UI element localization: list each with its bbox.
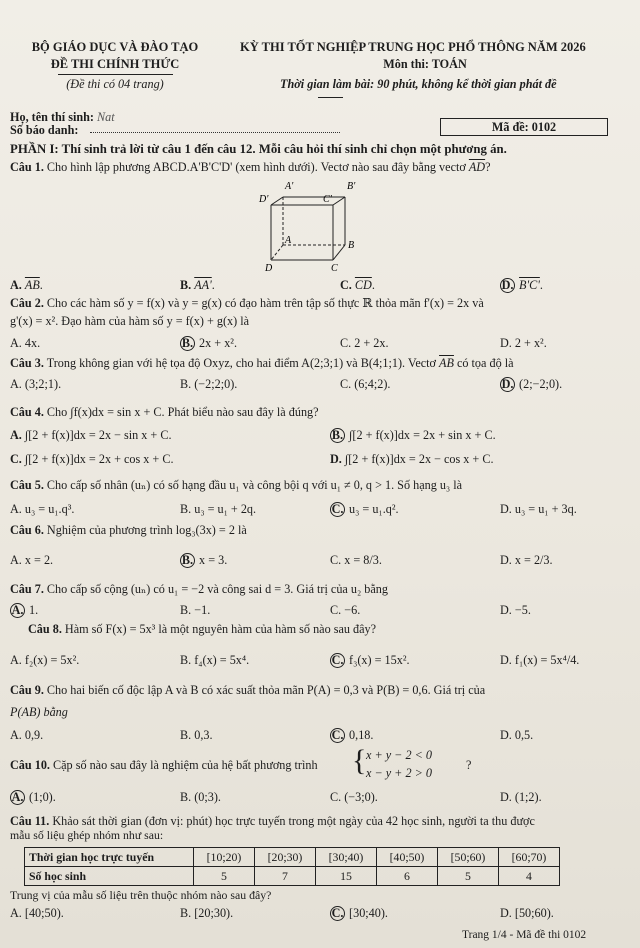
cube-label-b1: B' (347, 181, 356, 192)
q2-line1: Câu 2. Cho các hàm số y = f(x) và y = g(x) có đạo hàm trên tập số thực ℝ thỏa mãn f'(x) = 2x và (10, 296, 484, 310)
exam-code-box: Mã đề: 0102 (440, 118, 608, 136)
answer-mark-circle: C. (331, 906, 344, 920)
q11-option-a[interactable]: A. [40;50). (10, 906, 64, 920)
cube-label-c1: C' (323, 194, 332, 205)
q2-option-b[interactable]: B. 2x + x². (181, 336, 237, 350)
answer-mark-circle: C. (331, 653, 344, 667)
q4-text: Câu 4. Cho ∫f(x)dx = sin x + C. Phát biểu nào sau đây là đúng? (10, 405, 319, 419)
q10-system-eq2: x − y + 2 > 0 (366, 766, 432, 780)
q11-option-b[interactable]: B. [20;30). (180, 906, 234, 920)
subject: Môn thi: TOÁN (383, 57, 467, 71)
table-cell-group: [60;70) (499, 848, 560, 867)
cube-label-d: D (265, 263, 273, 274)
answer-mark-circle: B. (331, 428, 344, 442)
cube-label-b: B (348, 240, 355, 251)
cube-label-d1: D' (259, 194, 269, 205)
q7-option-c[interactable]: C. −6. (330, 603, 361, 617)
q9-line2: P(AB) bằng (10, 705, 68, 719)
part1-heading: PHẦN I: Thí sinh trả lời từ câu 1 đến câu 12. Mỗi câu hỏi thí sinh chỉ chọn một phương án. (10, 142, 507, 156)
candidate-name-label: Họ, tên thí sinh: Nat (10, 110, 115, 124)
table-cell-count: 15 (316, 867, 377, 886)
frequency-table (24, 847, 560, 886)
exam-title: KỲ THI TỐT NGHIỆP TRUNG HỌC PHỔ THÔNG NĂM 2026 (240, 40, 586, 54)
table-cell-count: 4 (499, 867, 560, 886)
candidate-id-line (90, 122, 340, 133)
q11-option-c[interactable]: C. [30;40). (331, 906, 388, 920)
q7-option-a[interactable]: A. 1. (11, 603, 39, 617)
table-cell-group: [10;20) (194, 848, 255, 867)
q5-option-b[interactable]: B. u₃ = u₁ + 2q. (180, 502, 257, 516)
page-footer: Trang 1/4 - Mã đề thi 0102 (462, 929, 587, 941)
q5-text: Câu 5. Cho cấp số nhân (uₙ) có số hạng đầu u₁ và công bội q với u₁ ≠ 0, q > 1. Số hạng u₃ là (10, 478, 463, 492)
q1-option-a[interactable]: A. $\overline{AB}$. (10, 278, 43, 292)
q7-option-d[interactable]: D. −5. (500, 603, 531, 617)
q3-option-c[interactable]: C. (6;4;2). (340, 377, 391, 391)
q6-text: Câu 6. Nghiệm của phương trình log₃(3x) = 2 là (10, 523, 247, 537)
q8-option-b[interactable]: B. f₄(x) = 5x⁴. (180, 653, 250, 667)
q1-option-c[interactable]: C. $\overline{CD}$. (340, 278, 375, 292)
q3-option-a[interactable]: A. (3;2;1). (10, 377, 62, 391)
q8-option-c[interactable]: C. f₃(x) = 15x². (331, 653, 410, 667)
q9-line1: Câu 9. Cho hai biến cố độc lập A và B có xác suất thỏa mãn P(A) = 0,3 và P(B) = 0,6. Giá trị của (10, 683, 486, 697)
q2-option-d[interactable]: D. 2 + x². (500, 336, 547, 350)
q8-option-d[interactable]: D. f₁(x) = 5x⁴/4. (500, 653, 580, 667)
answer-mark-circle: B. (181, 336, 194, 350)
q6-option-c[interactable]: C. x = 8/3. (330, 553, 382, 567)
q7-option-b[interactable]: B. −1. (180, 603, 211, 617)
q1-option-d[interactable]: D. B'C'. (501, 278, 543, 292)
q6-option-b[interactable]: B. x = 3. (181, 553, 228, 567)
q2-line2: g'(x) = x². Đạo hàm của hàm số y = f(x) + g(x) là (10, 314, 250, 328)
q6-option-a[interactable]: A. x = 2. (10, 553, 54, 567)
q10-system-eq1: x + y − 2 < 0 (366, 748, 432, 762)
q5-option-d[interactable]: D. u₃ = u₁ + 3q. (500, 502, 577, 516)
answer-mark-circle: C. (331, 502, 344, 516)
table-cell-group: [50;60) (438, 848, 499, 867)
cube-label-a1: A' (285, 181, 294, 192)
table-cell-group: [30;40) (316, 848, 377, 867)
system-brace: { (352, 744, 367, 777)
q1-option-b[interactable]: B. AA'. (180, 278, 215, 292)
table-cell-group: [20;30) (255, 848, 316, 867)
q10-option-a[interactable]: A. (1;0). (11, 790, 56, 804)
table-header-students: Số học sinh (25, 867, 194, 886)
q3-option-d[interactable]: D. (2;−2;0). (501, 377, 563, 391)
table-cell-count: 5 (438, 867, 499, 886)
q10-option-d[interactable]: D. (1;2). (500, 790, 542, 804)
q8-text: Câu 8. Hàm số F(x) = 5x³ là một nguyên hàm của hàm số nào sau đây? (28, 622, 377, 636)
q3-text: Câu 3. Trong không gian với hệ tọa độ Oxyz, cho hai điểm A(2;3;1) và B(4;1;1). Vectơ $\overline{AB}$ có tọa độ là (10, 356, 514, 370)
q11-line1: Câu 11. Khảo sát thời gian (đơn vị: phút) học trực tuyến trong một ngày của 42 học sinh, người ta thu được (10, 814, 535, 828)
q2-option-c[interactable]: C. 2 + 2x. (340, 336, 389, 350)
q7-text: Câu 7. Cho cấp số cộng (uₙ) có u₁ = −2 và công sai d = 3. Giá trị của u₂ bằng (10, 582, 388, 596)
page-count: (Đề thi có 04 trang) (66, 77, 164, 91)
table-row (25, 848, 560, 867)
q9-option-c[interactable]: C. 0,18. (331, 728, 374, 742)
table-cell-group: [40;50) (377, 848, 438, 867)
table-cell-count: 7 (255, 867, 316, 886)
q9-option-b[interactable]: B. 0,3. (180, 728, 213, 742)
q4-option-a[interactable]: A. ∫[2 + f(x)]dx = 2x − sin x + C. (10, 428, 172, 442)
q4-option-b[interactable]: B. ∫[2 + f(x)]dx = 2x + sin x + C. (331, 428, 496, 442)
official-label: ĐỀ THI CHÍNH THỨC (50, 57, 180, 71)
cube-figure (255, 175, 370, 275)
answer-mark-circle: A. (11, 790, 24, 804)
q9-option-a[interactable]: A. 0,9. (10, 728, 44, 742)
q8-option-a[interactable]: A. f₂(x) = 5x². (10, 653, 80, 667)
q5-option-a[interactable]: A. u₃ = u₁.q³. (10, 502, 75, 516)
q10-text: Câu 10. Cặp số nào sau đây là nghiệm của hệ bất phương trình (10, 758, 318, 772)
answer-mark-circle: D. (501, 278, 514, 292)
answer-mark-circle: A. (11, 603, 24, 617)
candidate-name-value: Nat (97, 110, 115, 124)
q10-option-b[interactable]: B. (0;3). (180, 790, 221, 804)
q9-option-d[interactable]: D. 0,5. (500, 728, 534, 742)
q11-option-d[interactable]: D. [50;60). (500, 906, 554, 920)
answer-mark-circle: B. (181, 553, 194, 567)
header-underline (58, 74, 173, 75)
cube-label-a: A (285, 235, 292, 246)
q4-option-c[interactable]: C. ∫[2 + f(x)]dx = 2x + cos x + C. (10, 452, 174, 466)
table-header-time: Thời gian học trực tuyến (25, 848, 194, 867)
q10-question-mark: ? (466, 758, 472, 772)
answer-mark-circle: C. (331, 728, 344, 742)
q6-option-d[interactable]: D. x = 2/3. (500, 553, 553, 567)
time-underline (318, 97, 343, 98)
q5-option-c[interactable]: C. u₃ = u₁.q². (331, 502, 399, 516)
q2-option-a[interactable]: A. 4x. (10, 336, 41, 350)
table-row (25, 867, 560, 886)
time-limit: Thời gian làm bài: 90 phút, không kể thời gian phát đề (280, 77, 557, 91)
q4-option-d[interactable]: D. ∫[2 + f(x)]dx = 2x − cos x + C. (330, 452, 494, 466)
answer-mark-circle: D. (501, 377, 514, 391)
q10-option-c[interactable]: C. (−3;0). (330, 790, 378, 804)
table-cell-count: 6 (377, 867, 438, 886)
q11-question: Trung vị của mẫu số liệu trên thuộc nhóm nào sau đây? (10, 888, 272, 902)
q11-line2: mẫu số liệu ghép nhóm như sau: (10, 828, 164, 842)
q3-option-b[interactable]: B. (−2;2;0). (180, 377, 238, 391)
ministry-name: BỘ GIÁO DỤC VÀ ĐÀO TẠO (31, 40, 199, 54)
q1-text: Câu 1. Cho hình lập phương ABCD.A'B'C'D' (xem hình dưới). Vectơ nào sau đây bằng vectơ $\overline{AD}$? (10, 160, 491, 174)
candidate-id-label: Số báo danh: (10, 123, 79, 137)
cube-label-c: C (331, 263, 338, 274)
table-cell-count: 5 (194, 867, 255, 886)
